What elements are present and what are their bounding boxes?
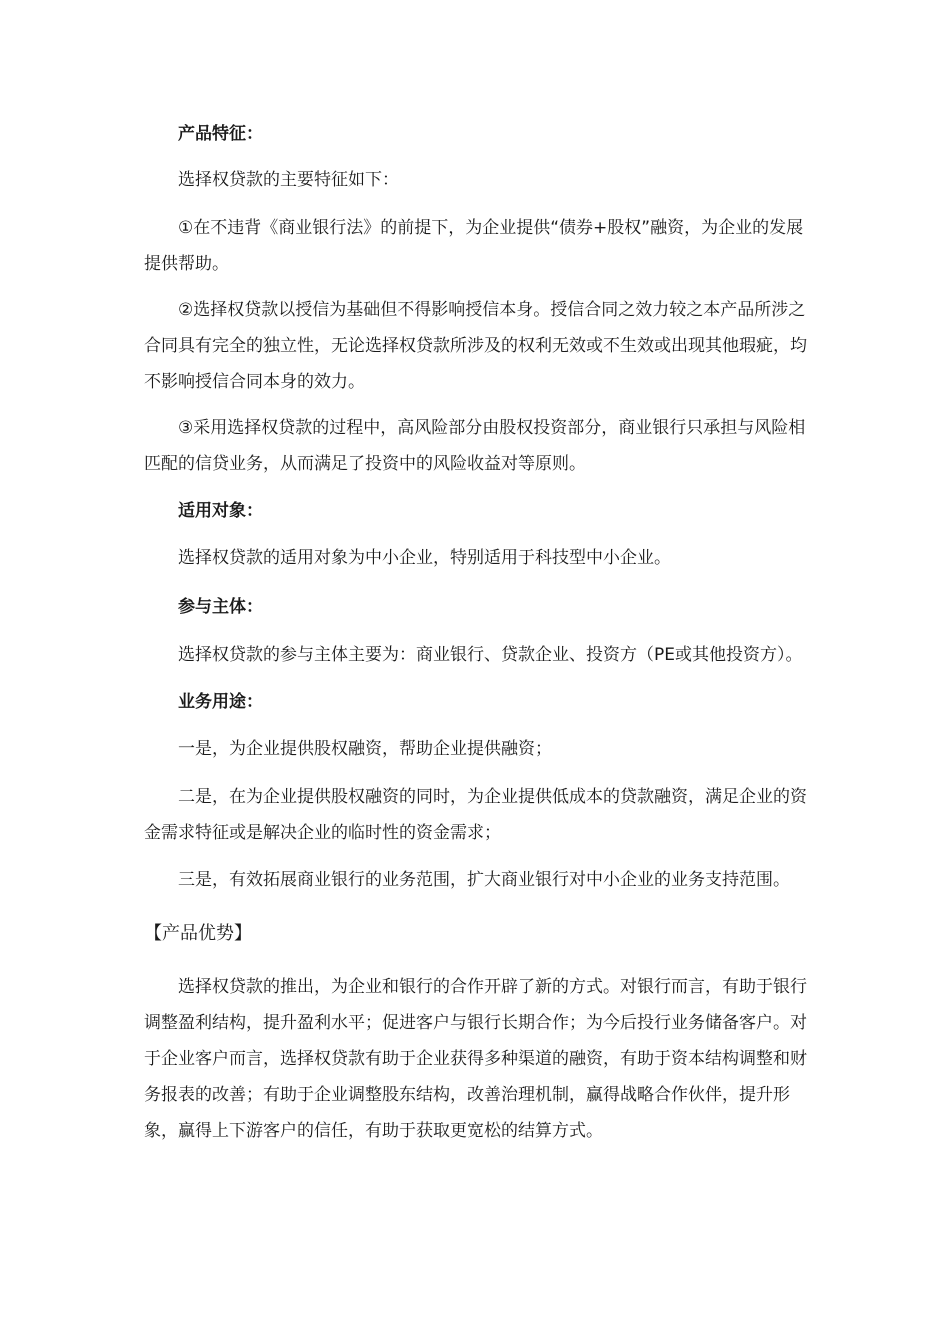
usage-heading: 业务用途： xyxy=(178,692,263,712)
feature-item-2: ②选择权贷款以授信为基础但不得影响授信本身。授信合同之效力较之本产品所涉之合同具有完全的独立性，无论选择权贷款所涉及的权利无效或不生效或出现其他瑕疵，均不影响授信合同本身的效力。 xyxy=(144,300,807,392)
advantage-text: 选择权贷款的推出，为企业和银行的合作开辟了新的方式。对银行而言，有助于银行调整盈利结构，提升盈利水平；促进客户与银行长期合作；为今后投行业务储备客户。对于企业客户而言，选择权贷款有助于企业获得多种渠道的融资，有助于资本结构调整和财务报表的改善；有助于企业调整股东结构，改善治理机制，赢得战略合作伙伴，提升形象，赢得上下游客户的信任，有助于获取更宽松的结算方式。 xyxy=(144,977,807,1141)
participants-heading: 参与主体： xyxy=(178,597,263,617)
target-text: 选择权贷款的适用对象为中小企业，特别适用于科技型中小企业。 xyxy=(178,548,671,568)
participants-text: 选择权贷款的参与主体主要为：商业银行、贷款企业、投资方（PE或其他投资方）。 xyxy=(178,645,803,665)
usage-item-1: 一是，为企业提供股权融资，帮助企业提供融资； xyxy=(178,739,552,759)
feature-item-3: ③采用选择权贷款的过程中，高风险部分由股权投资部分，商业银行只承担与风险相匹配的信贷业务，从而满足了投资中的风险收益对等原则。 xyxy=(144,418,806,474)
feature-item-1: ①在不违背《商业银行法》的前提下，为企业提供“债券+股权”融资，为企业的发展提供帮助。 xyxy=(144,218,804,274)
features-heading: 产品特征： xyxy=(178,124,263,144)
target-heading: 适用对象： xyxy=(178,501,263,521)
advantage-heading: 【产品优势】 xyxy=(144,923,252,944)
features-intro: 选择权贷款的主要特征如下： xyxy=(178,170,399,190)
usage-item-2: 二是，在为企业提供股权融资的同时，为企业提供低成本的贷款融资，满足企业的资金需求特征或是解决企业的临时性的资金需求； xyxy=(144,787,807,843)
usage-item-3: 三是，有效拓展商业银行的业务范围，扩大商业银行对中小企业的业务支持范围。 xyxy=(178,870,790,890)
